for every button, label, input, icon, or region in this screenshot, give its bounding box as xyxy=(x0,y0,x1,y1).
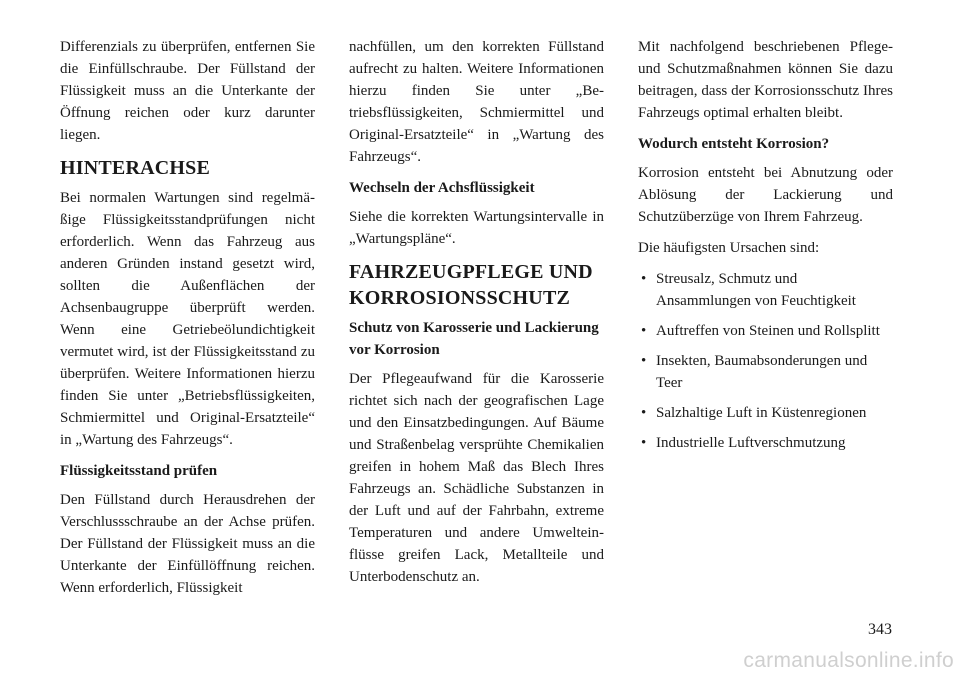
list-item xyxy=(638,350,893,394)
list-item-text: Salzhaltige Luft in Küstenregionen xyxy=(656,405,867,421)
heading-achsfluessigkeit: Wechseln der Achsflüssigkeit xyxy=(349,180,535,196)
bullet-icon: • xyxy=(641,353,647,369)
heading-fahrzeugpflege: FAHRZEUGPFLEGE UND KORROSIONSSCHUTZ xyxy=(349,261,593,309)
bullet-icon: • xyxy=(641,405,647,421)
schutz-paragraph: Der Pflegeaufwand für die Karosserie richtet sich nach der geografischen Lage und den Einsatzbedingungen. Auf Bäume und Straßenbelag versprühte Chemikalien greifen in hohem Maß das Blech Ihres Fahrzeugs an. Schädliche Substanzen in der Luft und auf der Fahrbahn, extreme Temperaturen und andere Umwelteinflüsse greifen Lack, Metallteile und Unterbodenschutz an. xyxy=(349,371,604,585)
list-item xyxy=(638,320,893,342)
watermark: carmanualsonline.info xyxy=(743,649,954,672)
heading-hinterachse: HINTERACHSE xyxy=(60,157,211,179)
bullet-icon: • xyxy=(641,435,647,451)
hinterachse-paragraph: Bei normalen Wartungen sind regelmäßige Flüssigkeitsstandprüfungen nicht erforderlich. Wenn das Fahrzeug aus anderen Gründen instand gesetzt wird, sollten die Außenflächen der Achsenbaugruppe überprüft werden. Wenn eine Getriebeölundichtigkeit vermutet wird, ist der Flüssigkeitsstand zu überprüfen. Weitere Informationen hierzu finden Sie unter „Betriebsflüssigkeiten, Schmiermittel und Original-Ersatzteile“ in „Wartung des Fahrzeugs“. xyxy=(60,190,315,448)
bullet-icon: • xyxy=(641,323,647,339)
heading-fluessigkeitsstand: Flüssigkeitsstand prüfen xyxy=(60,463,218,479)
list-item-text: Streusalz, Schmutz und Ansammlungen von Feuchtigkeit xyxy=(656,271,856,309)
continuation-paragraph: nachfüllen, um den korrekten Füllstand aufrecht zu halten. Weitere Informationen hierzu finden Sie unter „Betriebsflüssigkeiten, Schmiermittel und Original-Ersatzteile“ in „Wartung des Fahrzeugs“. xyxy=(349,39,604,165)
list-item-text: Industrielle Luftverschmutzung xyxy=(656,435,846,451)
korrosion-paragraph: Korrosion entsteht bei Abnutzung oder Ablösung der Lackierung und Schutzüberzüge von Ihrem Fahrzeug. xyxy=(638,165,893,225)
heading-schutz: Schutz von Karosserie und Lackierung vor Korrosion xyxy=(349,320,599,358)
list-item xyxy=(638,268,893,312)
column-right xyxy=(638,36,893,464)
heading-korrosion: Wodurch entsteht Korrosion? xyxy=(638,136,830,152)
list-item xyxy=(638,432,893,454)
list-item-text: Insekten, Baumabsonderungen und Teer xyxy=(656,353,868,391)
bullet-icon: • xyxy=(641,271,647,287)
column-left xyxy=(60,36,315,608)
intro-paragraph: Differenzials zu überprüfen, entfernen Sie die Einfüllschraube. Der Füllstand der Flüssigkeit muss an die Unterkante der Öffnung reichen oder kurz darunter liegen. xyxy=(60,39,315,143)
achsfluessigkeit-paragraph: Siehe die korrekten Wartungsintervalle in „Wartungspläne“. xyxy=(349,209,604,247)
intro-paragraph: Mit nachfolgend beschriebenen Pflege- und Schutzmaßnahmen können Sie dazu beitragen, dass der Korrosionsschutz Ihres Fahrzeugs optimal erhalten bleibt. xyxy=(638,39,893,121)
causes-list xyxy=(638,268,893,454)
list-item-text: Auftreffen von Steinen und Rollsplitt xyxy=(656,323,880,339)
column-middle xyxy=(349,36,604,597)
fluessigkeitsstand-paragraph: Den Füllstand durch Herausdrehen der Verschlussschraube an der Achse prüfen. Der Füllstand der Flüssigkeit muss an die Unterkante der Einfüllöffnung reichen. Wenn erforderlich, Flüssigkeit xyxy=(60,492,315,596)
list-item xyxy=(638,402,893,424)
causes-intro: Die häufigsten Ursachen sind: xyxy=(638,240,820,256)
page-number: 343 xyxy=(868,621,892,638)
